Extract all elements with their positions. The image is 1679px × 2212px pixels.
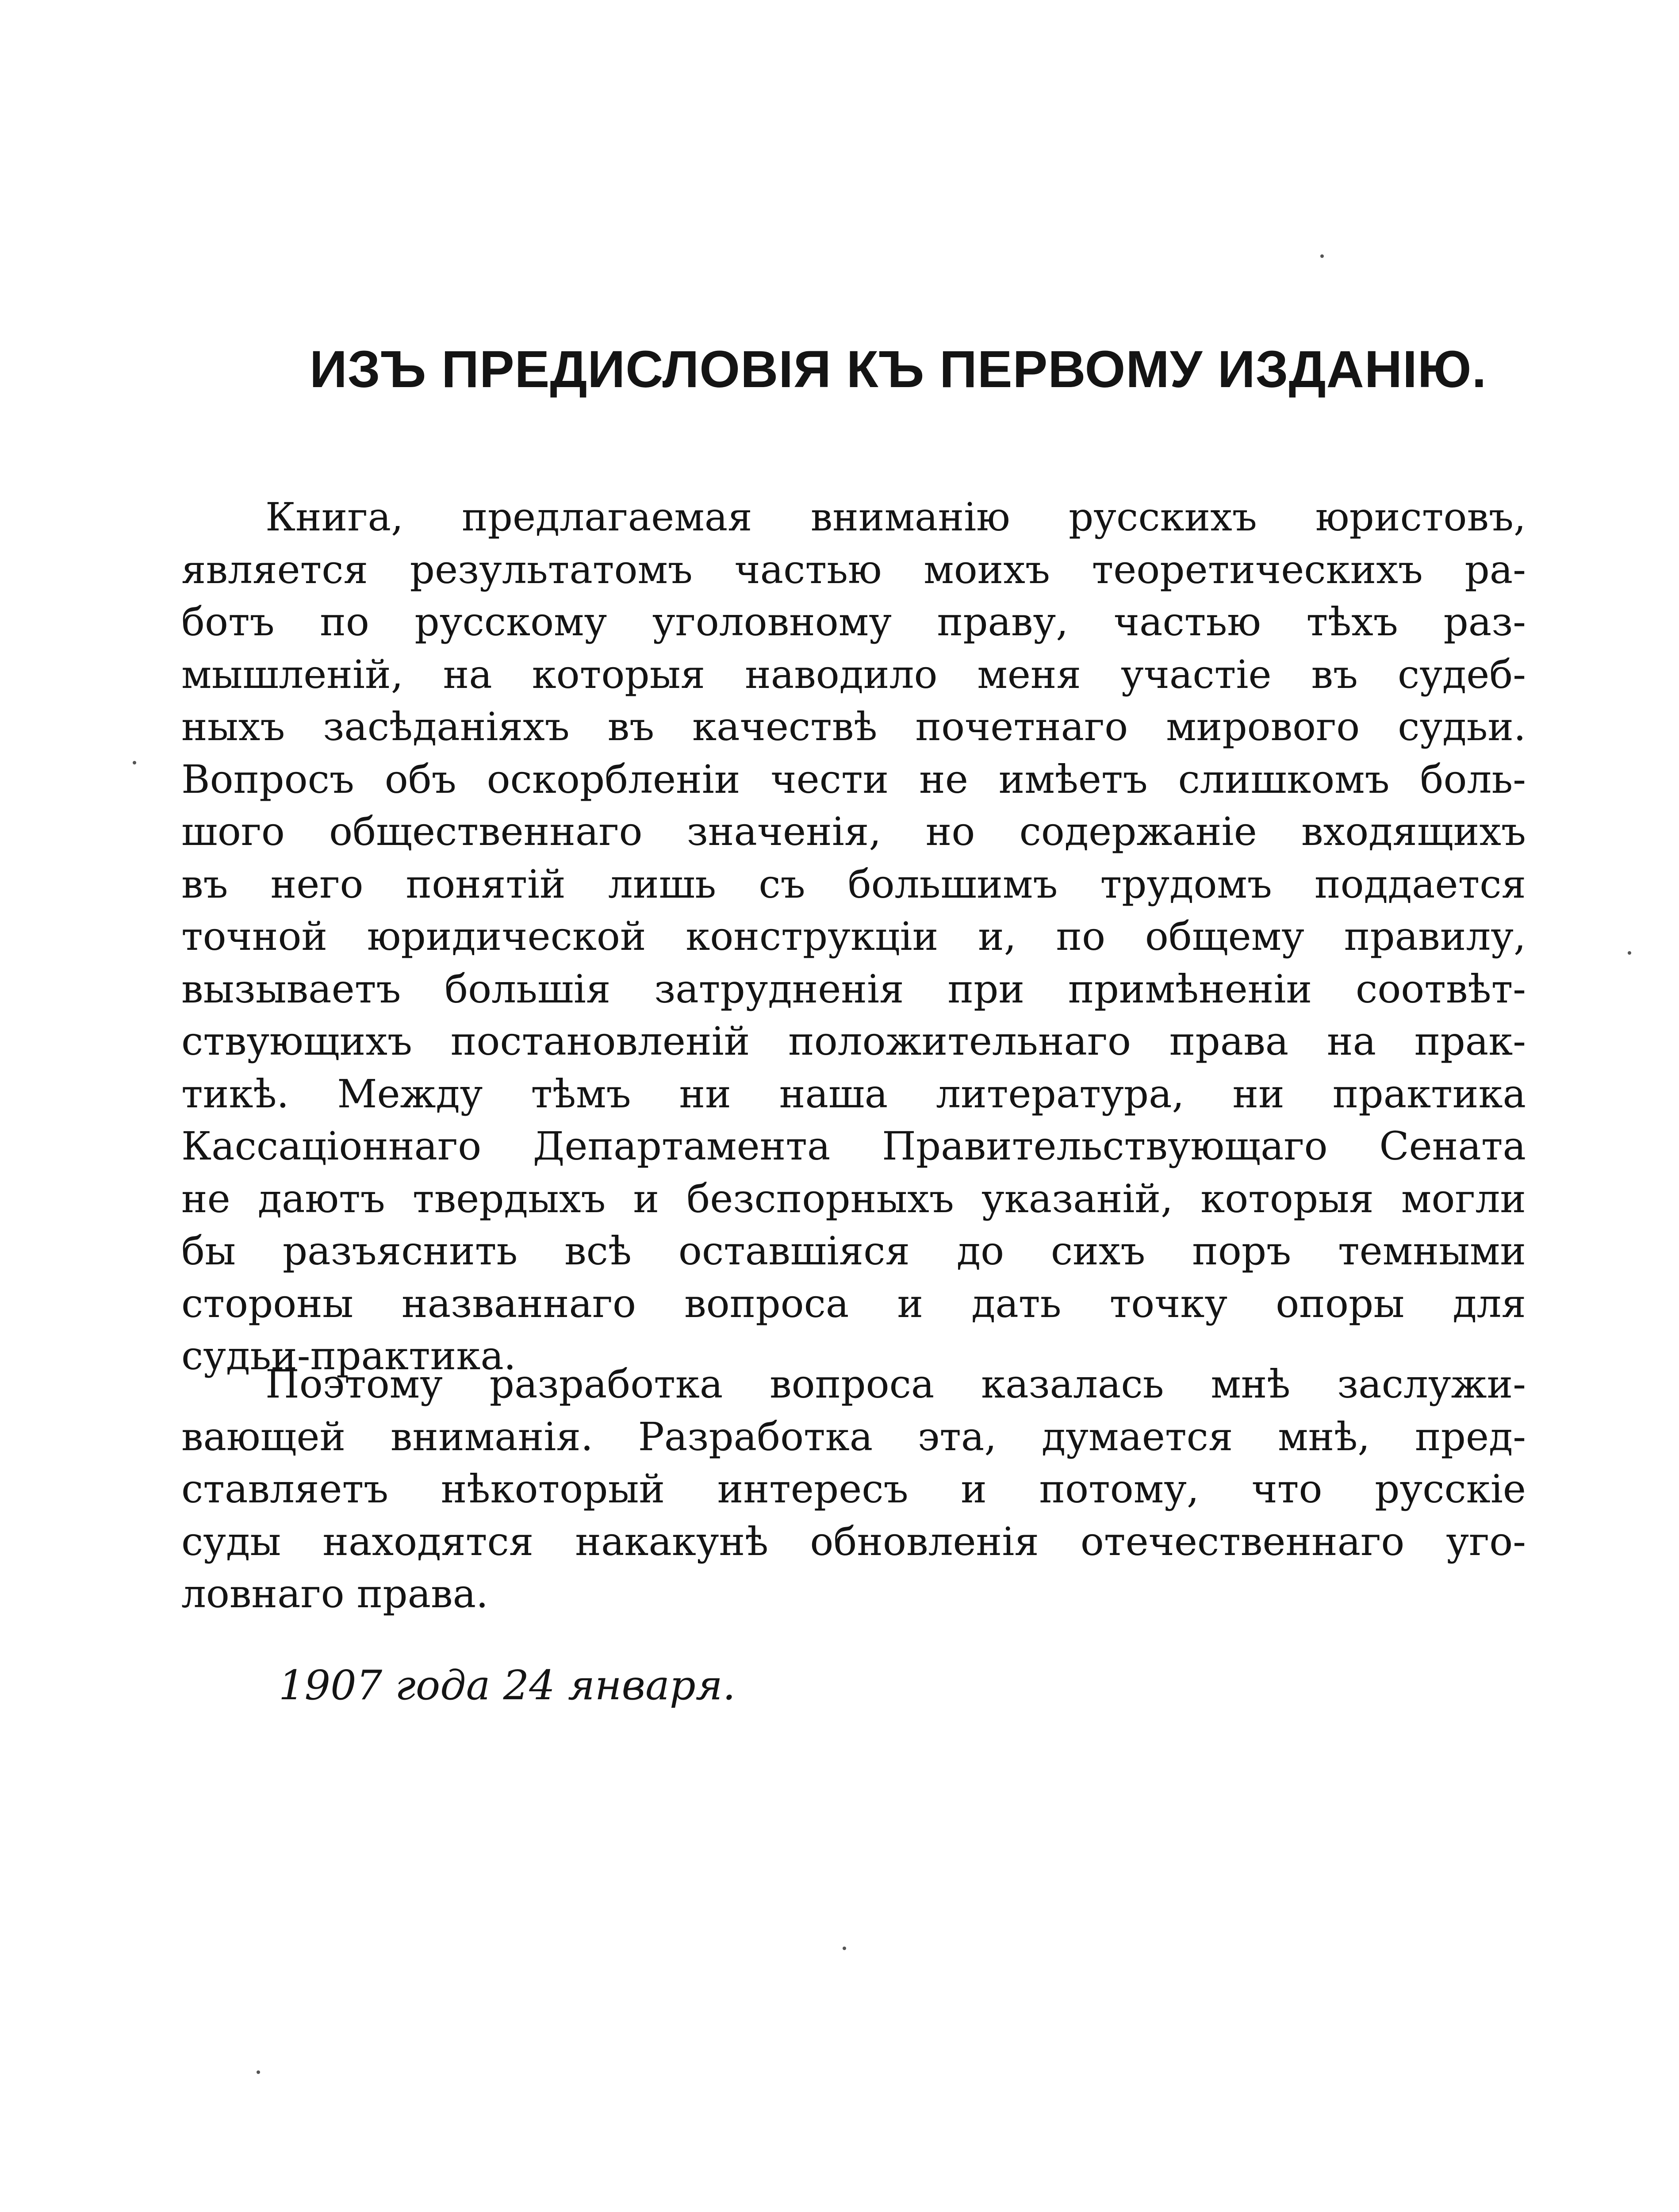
text-line: точной юридической конструкціи и, по общему правилу, [181, 914, 1526, 959]
text-line: ловнаго права. [181, 1571, 489, 1617]
text-line: ботъ по русскому уголовному праву, частью тѣхъ раз- [181, 599, 1526, 645]
scan-speck [1628, 951, 1631, 955]
text-line: ставляетъ нѣкоторый интересъ и потому, что русскіе [181, 1466, 1526, 1512]
text-line: тикѣ. Между тѣмъ ни наша литература, ни практика [181, 1071, 1526, 1117]
scan-speck [133, 761, 136, 764]
text-line: суды находятся накакунѣ обновленія отечественнаго уго- [181, 1518, 1526, 1564]
text-line: ныхъ засѣданіяхъ въ качествѣ почетнаго мирового судьи. [181, 704, 1526, 749]
text-line: въ него понятій лишь съ большимъ трудомъ поддается [181, 861, 1526, 907]
text-line: бы разъяснить всѣ оставшіяся до сихъ поръ темными [181, 1228, 1526, 1274]
text-line: мышленій, на которыя наводило меня участіе въ судеб- [181, 651, 1526, 697]
paragraph-2 [181, 1358, 1526, 1621]
text-line: вающей вниманія. Разработка эта, думается мнѣ, пред- [181, 1413, 1526, 1459]
text-line: стороны названнаго вопроса и дать точку опоры для [181, 1280, 1526, 1326]
text-line: Поэтому разработка вопроса казалась мнѣ заслужи- [265, 1361, 1526, 1407]
scan-speck [843, 1947, 846, 1950]
text-line: является результатомъ частью моихъ теоретическихъ ра- [181, 546, 1526, 592]
scan-speck [257, 2070, 260, 2074]
text-line: Вопросъ объ оскорбленіи чести не имѣетъ слишкомъ боль- [181, 756, 1526, 802]
text-line: вызываетъ большія затрудненія при примѣненіи соотвѣт- [181, 966, 1526, 1012]
page-title: ИЗЪ ПРЕДИСЛОВІЯ КЪ ПЕРВОМУ ИЗДАНІЮ. [310, 340, 1487, 399]
text-line: Книга, предлагаемая вниманію русскихъ юристовъ, [265, 494, 1526, 540]
signature-date: 1907 года 24 января. [279, 1662, 736, 1709]
text-line: шого общественнаго значенія, но содержаніе входящихъ [181, 809, 1526, 854]
scan-speck [1320, 254, 1324, 258]
text-line: Кассаціоннаго Департамента Правительствующаго Сената [181, 1123, 1526, 1169]
text-line: не даютъ твердыхъ и безспорныхъ указаній, которыя могли [181, 1175, 1526, 1221]
paragraph-1 [181, 491, 1526, 1382]
text-line: судьи-практика. [181, 1333, 516, 1379]
text-line: ствующихъ постановленій положительнаго права на прак- [181, 1018, 1526, 1064]
